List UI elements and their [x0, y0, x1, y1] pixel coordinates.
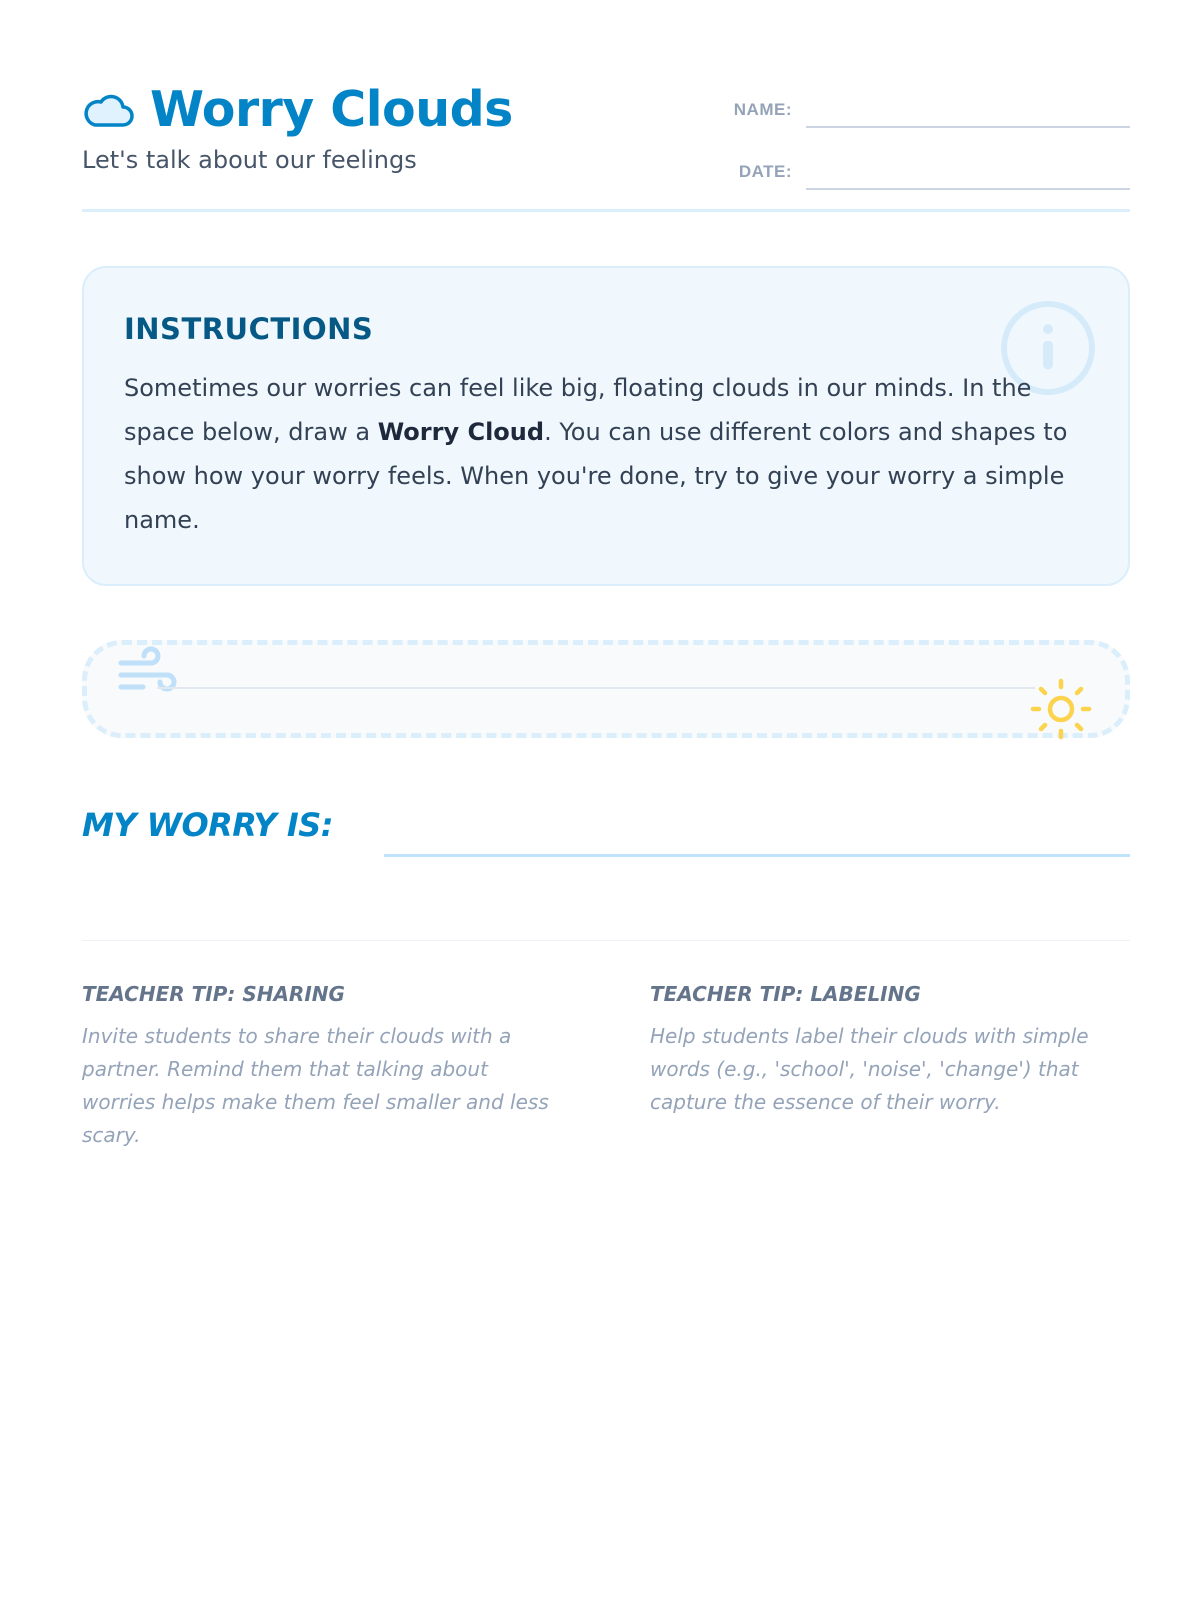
instructions-text-2: . You can use different colors and shapes to show how your worry feels. When you're done, try to give your worry a simple name.	[124, 418, 1068, 534]
instructions-bold-term: Worry Cloud	[377, 418, 545, 446]
date-label: DATE:	[738, 162, 792, 181]
tip-body: Help students label their clouds with simple words (e.g., 'school', 'noise', 'change') that capture the essence of their worry.	[650, 1024, 1089, 1114]
instructions-title: INSTRUCTIONS	[124, 312, 374, 346]
tip-title: TEACHER TIP: LABELING	[650, 982, 921, 1006]
worry-name-row	[82, 806, 1130, 858]
tip-sharing	[82, 982, 562, 1152]
date-input-line[interactable]	[806, 160, 1130, 190]
name-label: NAME:	[733, 100, 792, 119]
sun-icon	[1029, 677, 1093, 741]
tip-labeling	[650, 982, 1130, 1152]
page-subtitle: Let's talk about our feelings	[82, 146, 417, 174]
name-input-line[interactable]	[806, 98, 1130, 128]
teacher-tips	[82, 982, 1130, 1152]
student-fields	[720, 88, 1130, 190]
wind-icon	[117, 645, 183, 701]
page-title: Worry Clouds	[150, 81, 513, 138]
name-field	[720, 88, 1130, 128]
drawing-guide-line	[157, 687, 1035, 689]
instructions-panel	[82, 266, 1130, 586]
worry-answer-line[interactable]	[384, 854, 1130, 857]
drawing-area[interactable]	[82, 640, 1130, 738]
section-divider	[82, 940, 1130, 941]
worksheet-header	[82, 80, 1130, 212]
cloud-icon	[82, 90, 134, 130]
tip-title: TEACHER TIP: SHARING	[82, 982, 345, 1006]
instructions-text-1: Sometimes our worries can feel like big, floating clouds in our minds. In the space below, draw a	[124, 374, 1032, 446]
date-field	[720, 128, 1130, 190]
tip-body: Invite students to share their clouds with a partner. Remind them that talking about worries helps make them feel smaller and less scary.	[82, 1024, 549, 1147]
worry-label: MY WORRY IS:	[82, 806, 334, 844]
instructions-body	[124, 366, 1088, 542]
